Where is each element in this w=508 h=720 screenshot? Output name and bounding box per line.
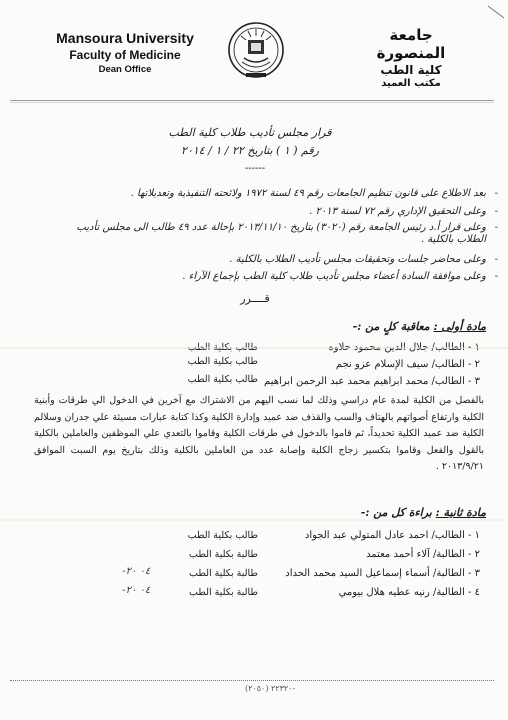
student-name: الطالب/ احمد عادل المتولي عبد الجواد bbox=[304, 530, 465, 541]
row-number: ٢ bbox=[474, 359, 480, 370]
student-status: طالبة بكلية الطب bbox=[188, 587, 258, 598]
article-two-student-row: ٢ - الطالبة/ آلاء أحمد معتمد bbox=[366, 549, 480, 560]
row-number: ١ bbox=[474, 342, 480, 353]
header-divider bbox=[10, 100, 494, 101]
row-number: ٣ bbox=[474, 376, 480, 387]
student-name: الطالب/ محمد ابراهيم محمد عبد الرحمن ابراهيم bbox=[264, 376, 465, 387]
header-divider-shadow bbox=[10, 102, 494, 103]
preamble-item: - وعلى موافقة السادة أعضاء مجلس تأديب طلاب كلية الطب بإجماع الآراء . bbox=[56, 271, 486, 283]
faculty-name-ar: كلية الطب bbox=[380, 63, 442, 77]
footer-number: (٢٠٥٠) ٢٢٣٢٠- bbox=[245, 684, 296, 693]
letterhead-english bbox=[40, 30, 210, 75]
decision-title: قرار مجلس تأديب طلاب كلية الطب bbox=[168, 126, 332, 139]
student-name: الطالبة/ آلاء أحمد معتمد bbox=[366, 549, 465, 560]
row-number: ٢ bbox=[474, 549, 480, 560]
article-one-label: مادة أولى : bbox=[433, 320, 486, 333]
student-status: طالبة بكلية الطب bbox=[188, 568, 258, 579]
decided-heading: قــــرر bbox=[240, 292, 270, 305]
article-one-paragraph: بالفصل من الكلية لمدة عام دراسي وذلك لما نسب اليهم من الاشتراك مع آخرين في الدخول الي طرقات وأبنية الكلية وارتفاع أصواتهم بالهتاف والسب والقذف ضد عميد وإدارة الكلية وكذا كتابة عبارات مسيئة علي جدران وسلالم الكلية ضد عميد الكلية تحديداً، ثم قاموا بالدخول في طرقات الكلية وقاموا بالتعدي علي الموظفين والعاملين بالكلية بالقول والفعل وقاموا بتكسير زجاج الكلية وإصابة عدد من العاملين بالكلية وذلك بتاريخ يوم السبت الموافق ٢٠١٣/٩/٢١ . bbox=[34, 395, 484, 472]
student-name: الطالب/ جلال الدين محمود حلاوه bbox=[328, 342, 465, 353]
footer-divider bbox=[10, 680, 494, 681]
preamble-item: - وعلى محاضر جلسات وتحقيقات مجلس تأديب الطلاب بالكلية . bbox=[56, 254, 486, 266]
student-name: الطالب/ سيف الإسلام عزو نجم bbox=[335, 359, 465, 370]
office-name-ar: مكتب العميد bbox=[381, 78, 441, 89]
student-status: طالب بكلية الطب bbox=[187, 374, 258, 385]
faculty-name-en: Faculty of Medicine bbox=[69, 48, 181, 62]
university-name-en: Mansoura University bbox=[56, 30, 194, 46]
student-status: طالب بكلية الطب bbox=[187, 530, 258, 541]
article-two-action: براءة كل من :- bbox=[360, 506, 432, 519]
article-one-student-row: ٢ - الطالب/ سيف الإسلام عزو نجم bbox=[335, 359, 480, 370]
handwritten-note: -٠٤ ٢٠ bbox=[122, 585, 151, 596]
article-two-student-row: ١ - الطالب/ احمد عادل المتولي عبد الجواد bbox=[304, 530, 480, 541]
letterhead-arabic bbox=[356, 26, 466, 89]
student-name: الطالبة/ أسماء إسماعيل السيد محمد الحداد bbox=[285, 568, 465, 579]
article-one-student-row: ٣ - الطالب/ محمد ابراهيم محمد عبد الرحمن ابراهيم bbox=[264, 376, 480, 387]
preamble-item: - وعلى التحقيق الإداري رقم ٧٢ لسنة ٢٠١٣ . bbox=[56, 206, 486, 218]
preamble-item: - بعد الاطلاع على قانون تنظيم الجامعات رقم ٤٩ لسنة ١٩٧٢ ولائحته التنفيذية وتعديلاتها . bbox=[56, 188, 486, 200]
article-two-heading bbox=[286, 506, 486, 519]
row-number: ١ bbox=[474, 530, 480, 541]
article-two-student-row: ٣ - الطالبة/ أسماء إسماعيل السيد محمد الحداد bbox=[285, 568, 480, 579]
article-one-action: معاقبة كلٍ من :- bbox=[352, 320, 430, 333]
university-seal-logo bbox=[226, 20, 286, 82]
student-status: طالب بكلية الطب bbox=[187, 356, 258, 367]
preamble-item: - وعلى قرار أ.د رئيس الجامعة رقم (٣٠٢٠) بتاريخ ٢٠١٣/١١/١٠ بإحالة عدد ٤٩ طالب الى مجلس تأديب الطلاب بالكلية . bbox=[56, 222, 486, 246]
university-name-ar: جامعة المنصورة bbox=[376, 26, 446, 62]
article-two-student-row: ٤ - الطالبة/ رنيه عطيه هلال بيومي bbox=[338, 587, 480, 598]
student-name: الطالبة/ رنيه عطيه هلال بيومي bbox=[338, 587, 465, 598]
student-status: طالبة بكلية الطب bbox=[188, 549, 258, 560]
article-one-heading bbox=[286, 320, 486, 333]
article-one-student-row: ١ - الطالب/ جلال الدين محمود حلاوه bbox=[328, 342, 480, 353]
row-number: ٤ bbox=[474, 587, 480, 598]
decision-separator: ------ bbox=[244, 163, 266, 174]
row-number: ٣ bbox=[474, 568, 480, 579]
student-status: طالب بكلية الطب bbox=[187, 342, 258, 353]
pen-mark-icon bbox=[486, 4, 506, 22]
article-two-label: مادة ثانية : bbox=[435, 506, 486, 519]
handwritten-note: -٠٤ ٢٠ bbox=[122, 566, 151, 577]
office-name-en: Dean Office bbox=[98, 64, 152, 75]
decision-number-date: رقم ( ١ ) بتاريخ ٢٢ / ١ / ٢٠١٤ bbox=[181, 144, 319, 157]
